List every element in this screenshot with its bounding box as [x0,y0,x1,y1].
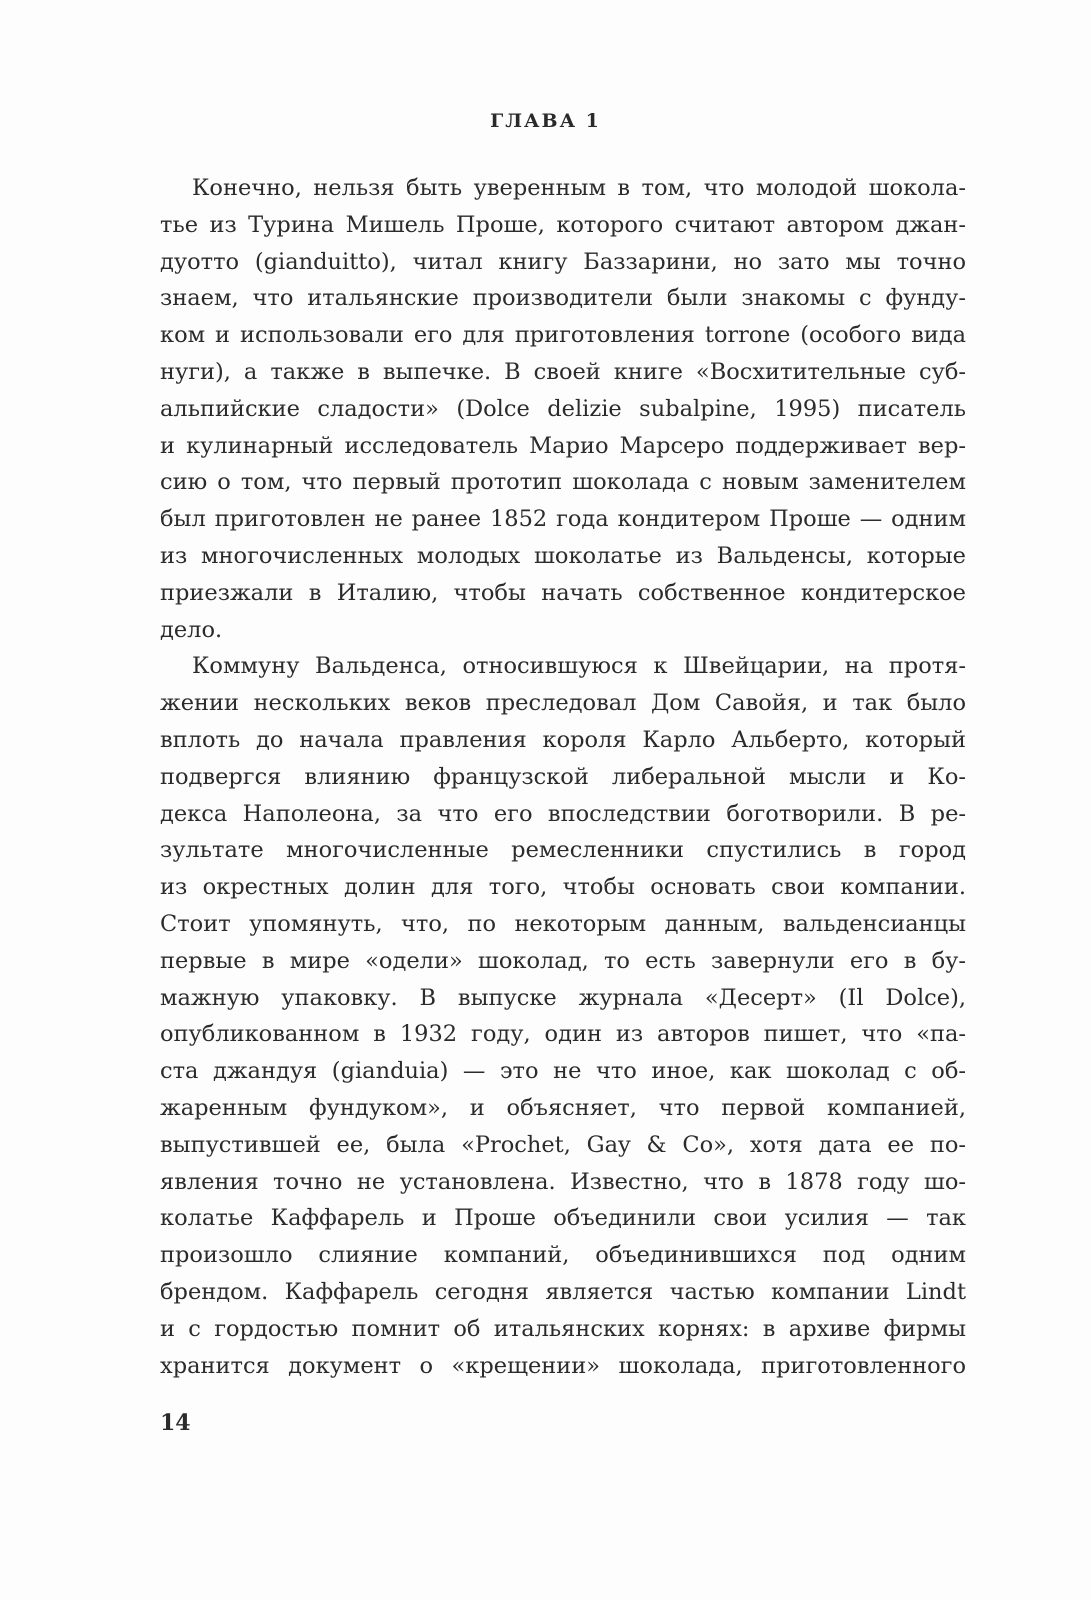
running-head: ГЛАВА 1 [490,110,601,132]
text-line: Конечно, нельзя быть уверенным в том, что молодой шокола- [192,175,966,201]
text-line: знаем, что итальянские производители были знакомы с фунду- [160,285,966,312]
text-line: был приготовлен не ранее 1852 года кондитером Проше — одним [160,506,966,533]
paragraph [160,170,966,648]
text-line: тье из Турина Мишель Проше, которого считают автором джан- [160,211,966,238]
text-line: брендом. Каффарель сегодня является частью компании Lindt [160,1278,966,1305]
text-line: мажную упаковку. В выпуске журнала «Десерт» (Il Dolce), [160,984,966,1011]
text-line: ком и использовали его для приготовления torrone (особого вида [160,322,966,349]
text-line: и кулинарный исследователь Марио Марсеро поддерживает вер- [160,432,966,459]
paragraph [160,648,966,1384]
text-line: жении нескольких веков преследовал Дом Савойя, и так было [160,690,966,717]
page-number: 14 [160,1410,191,1436]
text-line: Стоит упомянуть, что, по некоторым данным, вальденсианцы [160,910,966,937]
text-line: жаренным фундуком», и объясняет, что первой компанией, [160,1094,966,1121]
text-line: первые в мире «одели» шоколад, то есть завернули его в бу- [160,947,966,974]
text-line: из окрестных долин для того, чтобы основать свои компании. [160,874,966,901]
text-line: Коммуну Вальденса, относившуюся к Швейцарии, на протя- [192,653,966,680]
text-line: из многочисленных молодых шоколатье из Вальденсы, которые [160,542,966,569]
text-line: дуотто (gianduitto), читал книгу Баззарини, но зато мы точно [160,248,966,275]
text-line: альпийские сладости» (Dolce delizie subalpine, 1995) писатель [160,395,966,422]
text-line: приезжали в Италию, чтобы начать собственное кондитерское [160,579,966,606]
text-line: дело. [160,616,223,643]
text-line: выпустившей ее, была «Prochet, Gay & Co», хотя дата ее по- [160,1131,966,1158]
text-line: и с гордостью помнит об итальянских корнях: в архиве фирмы [160,1315,966,1342]
text-line: опубликованном в 1932 году, один из авторов пишет, что «па- [160,1021,966,1048]
text-line: подвергся влиянию французской либеральной мысли и Ко- [160,763,966,790]
text-line: хранится документ о «крещении» шоколада, приготовленного [160,1352,966,1379]
text-line: сию о том, что первый прототип шоколада с новым заменителем [160,469,966,496]
text-line: вплоть до начала правления короля Карло Альберто, который [160,726,966,753]
text-line: колатье Каффарель и Проше объединили свои усилия — так [160,1205,966,1232]
text-line: явления точно не установлена. Известно, что в 1878 году шо- [160,1168,966,1195]
text-line: произошло слияние компаний, объединившихся под одним [160,1242,966,1269]
text-line: нуги), а также в выпечке. В своей книге «Восхитительные суб- [160,358,966,385]
text-line: ста джандуя (gianduia) — это не что иное, как шоколад с об- [160,1058,966,1085]
text-line: декса Наполеона, за что его впоследствии боготворили. В ре- [160,800,966,827]
body-text [160,170,966,1384]
text-line: зультате многочисленные ремесленники спустились в город [160,837,966,864]
